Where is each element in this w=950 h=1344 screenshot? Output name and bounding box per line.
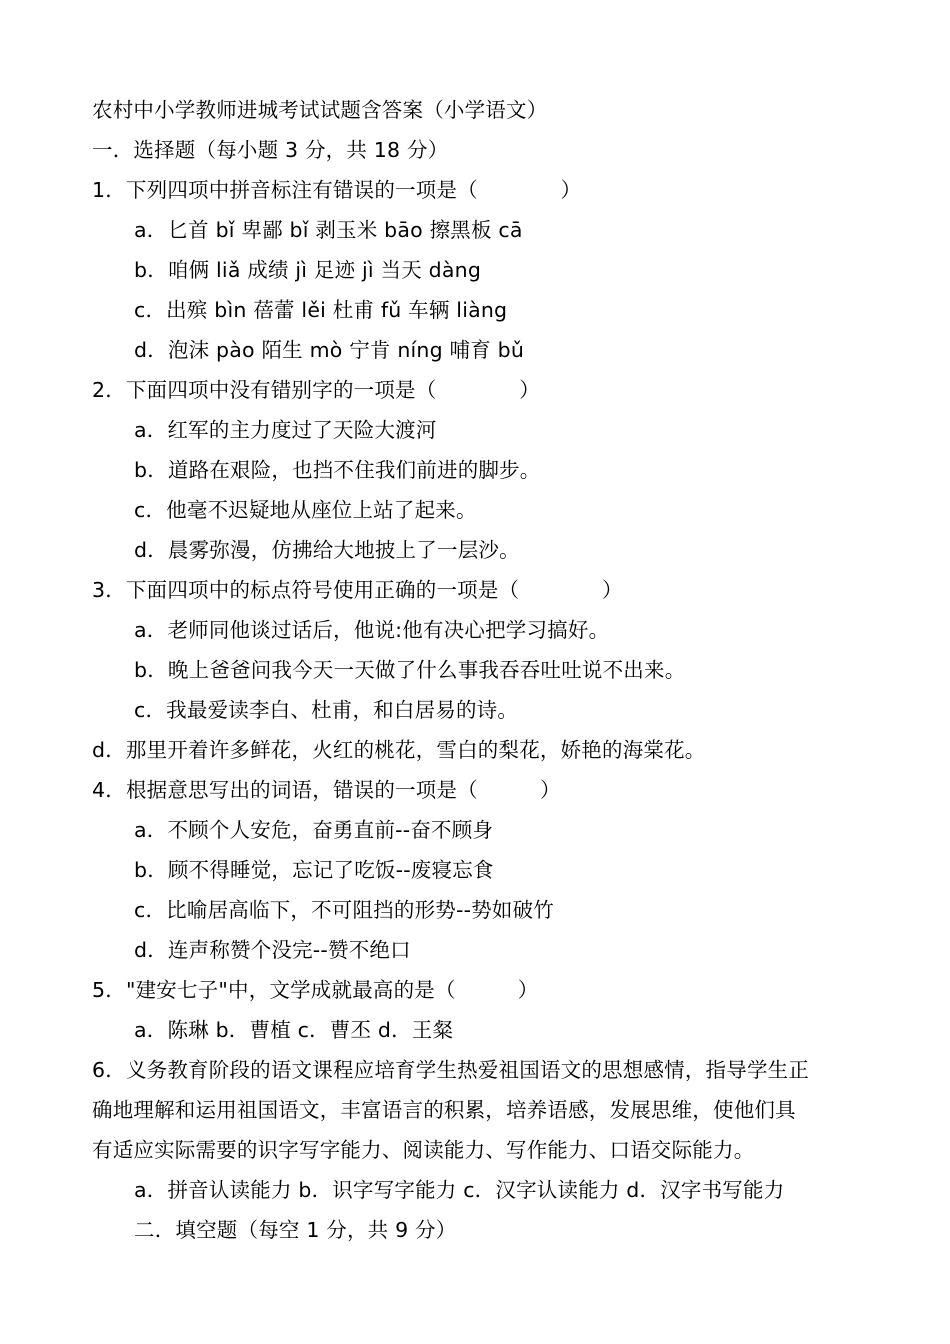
question-2-option-b: b．道路在艰险，也挡不住我们前进的脚步。 [134,458,541,482]
question-1-option-c: c．出殡 bìn 蓓蕾 lěi 杜甫 fǔ 车辆 liàng [134,298,508,322]
section-2-heading: 二．填空题（每空 1 分，共 9 分） [134,1218,457,1242]
question-1-option-a: a．匕首 bǐ 卑鄙 bǐ 剥玉米 bāo 擦黑板 cā [134,218,523,242]
question-6-line-3: 有适应实际需要的识字写字能力、阅读能力、写作能力、口语交际能力。 [92,1138,755,1162]
question-5-options: a．陈琳 b．曹植 c．曹丕 d．王粲 [134,1018,454,1042]
question-2-stem: 2．下面四项中没有错别字的一项是（ ） [92,378,540,402]
question-3-option-a: a．老师同他谈过话后，他说:他有决心把学习搞好。 [134,618,610,642]
question-6-line-2: 确地理解和运用祖国语文，丰富语言的积累，培养语感，发展思维，使他们具 [92,1098,796,1122]
question-3-option-c: c．我最爱读李白、杜甫，和白居易的诗。 [134,698,519,722]
question-1-option-d: d．泡沫 pào 陌生 mò 宁肯 níng 哺育 bǔ [134,338,525,362]
question-4-option-d: d．连声称赞个没完--赞不绝口 [134,938,411,962]
question-5-stem: 5．"建安七子"中，文学成就最高的是（ ） [92,978,539,1002]
question-2-option-c: c．他毫不迟疑地从座位上站了起来。 [134,498,477,522]
question-3-option-b: b．晚上爸爸问我今天一天做了什么事我吞吞吐吐说不出来。 [134,658,686,682]
question-4-option-b: b．顾不得睡觉，忘记了吃饭--废寝忘食 [134,858,494,882]
question-3-option-d: d．那里开着许多鲜花，火红的桃花，雪白的梨花，娇艳的海棠花。 [92,738,706,762]
question-1-option-b: b．咱俩 liǎ 成绩 jì 足迹 jì 当天 dàng [134,258,482,282]
question-6-line-1: 6．义务教育阶段的语文课程应培育学生热爱祖国语文的思想感情，指导学生正 [92,1058,810,1082]
question-4-option-a: a．不顾个人安危，奋勇直前--奋不顾身 [134,818,494,842]
document-title: 农村中小学教师进城考试试题含答案（小学语文） [92,98,548,122]
question-3-stem: 3．下面四项中的标点符号使用正确的一项是（ ） [92,578,623,602]
question-6-options: a．拼音认读能力 b．识字写字能力 c．汉字认读能力 d．汉字书写能力 [134,1178,785,1202]
question-4-stem: 4．根据意思写出的词语，错误的一项是（ ） [92,778,561,802]
question-1-stem: 1．下列四项中拼音标注有错误的一项是（ ） [92,178,582,202]
question-4-option-c: c．比喻居高临下，不可阻挡的形势--势如破竹 [134,898,554,922]
question-2-option-a: a．红军的主力度过了天险大渡河 [134,418,437,442]
section-1-heading: 一．选择题（每小题 3 分，共 18 分） [92,138,449,162]
question-2-option-d: d．晨雾弥漫，仿拂给大地披上了一层沙。 [134,538,520,562]
